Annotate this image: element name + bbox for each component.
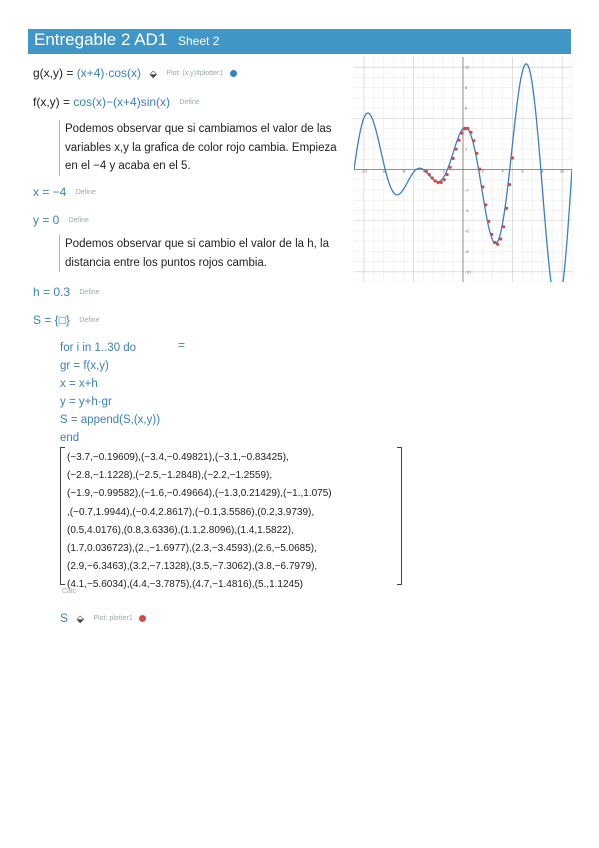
result-row: (4.1,−5.6034),(4.4,−3.7875),(4.7,−1.4816),(5.,1.1245): [67, 579, 303, 591]
result-row: (−2.8,−1.1228),(−2.5,−1.2848),(−2.2,−1.2559),: [67, 470, 273, 482]
data-point: [472, 139, 475, 142]
f-definition[interactable]: f(x,y) = cos(x)−(x+4)sin(x) Define: [33, 95, 200, 109]
data-point: [443, 178, 446, 181]
result-row: (2.9,−6.3463),(3.2,−7.1328),(3.5,−7.3062),(3.8,−6.7979),: [67, 561, 318, 573]
f-define-tag: Define: [179, 99, 200, 107]
y-tick-label: 10: [465, 64, 470, 70]
s-definition[interactable]: S = {□} Define: [33, 313, 100, 327]
note-1: Podemos observar que si cambiamos el valor de las variables x,y la grafica de color rojo cambia. Empieza en el −4 y acaba en el 5.: [59, 120, 337, 176]
plotter1-chart[interactable]: [354, 57, 572, 282]
result-list: [60, 447, 402, 591]
data-point: [463, 127, 466, 130]
data-point: [454, 148, 457, 151]
data-point: [440, 181, 443, 184]
data-point: [434, 179, 437, 182]
x-tick-label: -4: [421, 168, 426, 174]
result-row: ,(−0.7,1.9944),(−0.4,2.8617),(−0.1,3.5586),(0.2,3.9739),: [67, 506, 315, 518]
y-tick-label: -10: [465, 269, 471, 275]
plot-icon: ⬙: [149, 69, 158, 80]
document-title-bar: [28, 29, 571, 54]
data-point: [511, 156, 514, 159]
x-tick-label: 6: [521, 168, 524, 174]
x-tick-label: -8: [381, 168, 386, 174]
y-tick-label: 2: [465, 146, 468, 152]
data-point: [431, 176, 434, 179]
code-line-1: for i in 1..30 do: [60, 342, 137, 354]
right-brace: [397, 447, 402, 585]
x-tick-label: -10: [361, 168, 367, 174]
result-row: (0.5,4.0176),(0.8,3.6336),(1.1,2.8096),(1.4,1.5822),: [67, 524, 294, 536]
data-point: [457, 139, 460, 142]
code-line-2: gr = f(x,y): [60, 360, 109, 372]
x-tick-label: -6: [401, 168, 406, 174]
data-point: [505, 207, 508, 210]
h-definition[interactable]: h = 0.3 Define: [33, 285, 100, 299]
data-point: [460, 132, 463, 135]
data-point: [508, 183, 511, 186]
result-row: (−3.7,−0.19609),(−3.4,−0.49821),(−3.1,−0.83425),: [67, 452, 289, 463]
result-row: (−1.9,−0.99582),(−1.6,−0.49664),(−1.3,0.21429),(−1.,1.075): [67, 488, 332, 500]
data-point: [449, 166, 452, 169]
data-point: [451, 157, 454, 160]
for-loop-block[interactable]: [60, 339, 160, 447]
y-tick-label: -8: [465, 248, 469, 254]
note-2: Podemos observar que si cambio el valor de la h, la distancia entre los puntos rojos cambia.: [59, 235, 329, 272]
sheet-label: Sheet 2: [178, 34, 220, 48]
s-define-tag: Define: [79, 317, 100, 325]
data-point: [469, 131, 472, 134]
y-tick-label: 8: [465, 85, 468, 91]
data-point: [502, 225, 505, 228]
x-tick-label: -2: [441, 168, 445, 174]
y-tick-label: 6: [465, 105, 468, 111]
y-tick-label: -6: [465, 228, 469, 234]
result-row: (1.7,0.036723),(2.,−1.6977),(2.3,−3.4593),(2.6,−5.0685),: [67, 543, 317, 555]
x-tick-label: 4: [501, 168, 504, 174]
data-point: [437, 181, 440, 184]
document-title: Entregable 2 AD1: [34, 30, 168, 49]
y-definition[interactable]: y = 0 Define: [33, 213, 89, 227]
s-plot-command[interactable]: S ⬙ Plot: plotter1: [60, 611, 146, 625]
h-define-tag: Define: [79, 289, 100, 297]
g-plot-tag: Plot: (x,y)#plotter1: [166, 70, 224, 78]
x-tick-label: 2: [481, 168, 484, 174]
data-point: [428, 173, 431, 176]
data-point: [487, 220, 490, 223]
data-point: [446, 173, 449, 176]
code-line-6: end: [60, 432, 80, 444]
data-point: [499, 237, 502, 240]
data-point: [466, 127, 469, 130]
plot-icon: ⬙: [76, 614, 85, 625]
code-line-4: y = y+h·gr: [60, 396, 112, 408]
data-point: [481, 185, 484, 188]
y-tick-label: -4: [465, 207, 469, 213]
data-point: [484, 203, 487, 206]
blue-plot-dot-icon: [230, 70, 237, 77]
g-definition[interactable]: g(x,y) = (x+4)·cos(x) ⬙ Plot: (x,y)#plotter1: [33, 66, 237, 80]
calc-tag: Calc: [62, 588, 77, 595]
x-define-tag: Define: [75, 189, 96, 197]
data-point: [478, 168, 481, 171]
x-tick-label: 8: [541, 168, 544, 174]
x-tick-label: 10: [559, 168, 565, 174]
data-point: [496, 243, 499, 246]
data-point: [493, 241, 496, 244]
left-brace: [60, 447, 65, 585]
y-define-tag: Define: [68, 217, 89, 225]
data-point: [490, 233, 493, 236]
s-plot-tag: Plot: plotter1: [93, 615, 133, 623]
y-tick-label: -2: [465, 187, 469, 193]
red-plot-dot-icon: [139, 615, 146, 622]
data-point: [425, 170, 428, 173]
data-point: [475, 152, 478, 155]
x-definition[interactable]: x = −4 Define: [33, 185, 96, 199]
code-line-5: S = append(S,(x,y)): [60, 414, 161, 426]
code-line-3: x = x+h: [60, 378, 98, 390]
eval-equals-sign: =: [178, 338, 186, 352]
